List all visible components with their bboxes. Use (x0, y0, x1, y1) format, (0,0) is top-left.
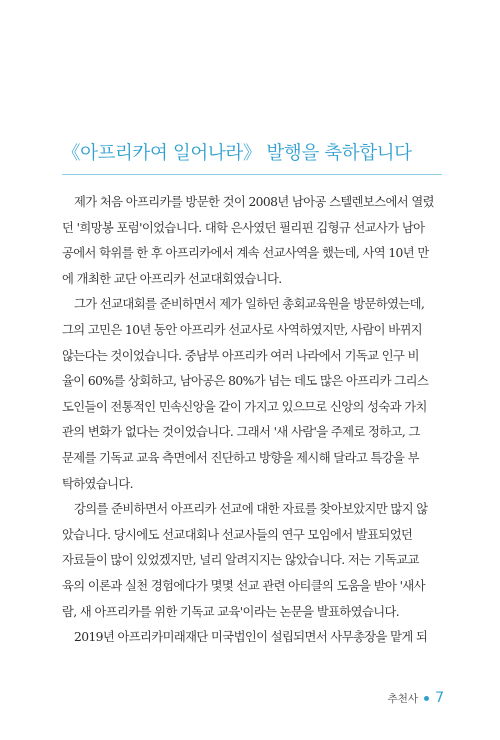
paragraph-line: 그가 선교대회를 준비하면서 제가 일하던 총회교육원을 방문하였는데, (74, 297, 425, 312)
paragraph-line: 육의 이론과 실천 경험에다가 몇몇 선교 관련 아티클의 도움을 받아 '새사 (62, 578, 425, 593)
paragraph-line: 그의 고민은 10년 동안 아프리카 선교사로 사역하였지만, 사람이 바뀌지 (62, 322, 423, 337)
paragraph-line: 율이 60%를 상회하고, 남아공은 80%가 넘는 데도 많은 아프리카 그리스 (62, 374, 429, 389)
paragraph-line: 던 '희망봉 포럼'이었습니다. 대학 은사였던 필리핀 김형규 선교사가 남아 (62, 220, 425, 235)
page-footer (388, 689, 444, 707)
section-heading: 《아프리카여 일어나라》 발행을 축하합니다 (62, 143, 412, 164)
body-text (62, 190, 440, 651)
paragraph-line: 강의를 준비하면서 아프리카 선교에 대한 자료를 찾아보았지만 많지 않 (74, 502, 428, 517)
page-number: 7 (435, 690, 444, 706)
footer-section-label: 추천사 (387, 692, 419, 705)
paragraph-line: 람, 새 아프리카를 위한 기독교 교육'이라는 논문을 발표하였습니다. (62, 604, 400, 619)
paragraph-line: 탁하였습니다. (62, 476, 133, 491)
paragraph-line: 자료들이 많이 있었겠지만, 널리 알려지지는 않았습니다. 저는 기독교교 (62, 553, 419, 568)
paragraph-line: 관의 변화가 없다는 것이었습니다. 그래서 '새 사람'을 주제로 정하고, 그 (62, 425, 420, 440)
paragraph-line: 2019년 아프리카미래재단 미국법인이 설립되면서 사무총장을 맡게 되 (74, 630, 428, 645)
bullet-dot-icon (424, 696, 429, 701)
heading-divider (62, 174, 442, 175)
paragraph-line: 았습니다. 당시에도 선교대회나 선교사들의 연구 모임에서 발표되었던 (62, 527, 413, 542)
paragraph-line: 않는다는 것이었습니다. 중남부 아프리카 여러 나라에서 기독교 인구 비 (62, 348, 419, 363)
paragraph-line: 공에서 학위를 한 후 아프리카에서 계속 선교사역을 했는데, 사역 10년 만 (62, 246, 429, 261)
paragraph-line: 에 개최한 교단 아프리카 선교대회였습니다. (62, 271, 282, 286)
paragraph-line: 도인들이 전통적인 민속신앙을 같이 가지고 있으므로 신앙의 성숙과 가치 (62, 399, 427, 414)
paragraph-line: 제가 처음 아프리카를 방문한 것이 2008년 남아공 스텔렌보스에서 열렸 (74, 195, 434, 209)
paragraph-line: 문제를 기독교 교육 측면에서 진단하고 방향을 제시해 달라고 특강을 부 (62, 450, 419, 465)
